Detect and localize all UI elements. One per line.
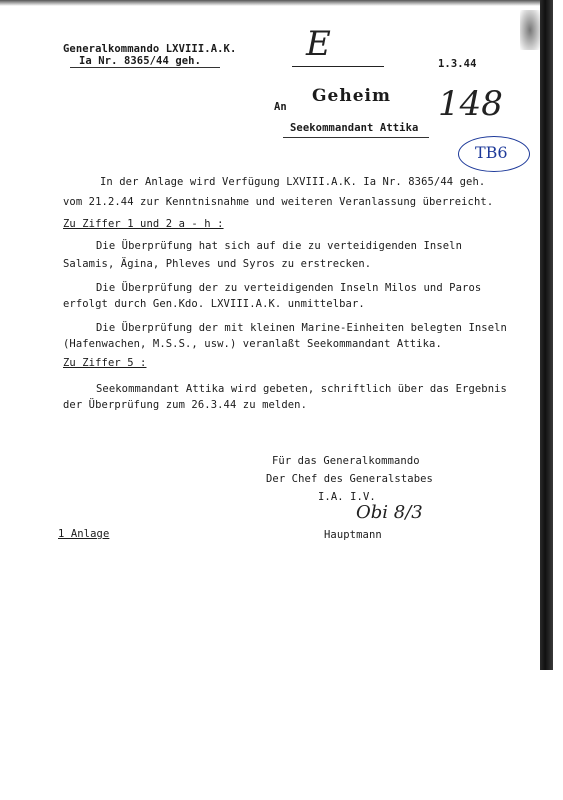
handwritten-letter: E — [306, 24, 331, 64]
scan-smudge — [520, 10, 540, 50]
reference-underline — [70, 67, 220, 68]
section-1-heading: Zu Ziffer 1 und 2 a - h : — [63, 218, 224, 230]
signature-line-3: I.A. I.V. — [318, 491, 376, 503]
handwritten-number: 148 — [438, 84, 503, 124]
paragraph-2-line-1: Die Überprüfung der zu verteidigenden Inseln Milos und Paros — [96, 282, 482, 294]
addressee-underline — [283, 137, 429, 138]
paragraph-4-line-1: Seekommandant Attika wird gebeten, schriftlich über das Ergebnis — [96, 383, 507, 395]
signature-line-2: Der Chef des Generalstabes — [266, 473, 433, 485]
paragraph-4-line-2: der Überprüfung zum 26.3.44 zu melden. — [63, 399, 308, 411]
scan-shadow-right — [540, 0, 553, 670]
circled-mark: TB6 — [458, 136, 530, 172]
intro-line-1: In der Anlage wird Verfügung LXVIII.A.K. Ia Nr. 8365/44 geh. — [100, 176, 486, 188]
paragraph-1-line-1: Die Überprüfung hat sich auf die zu verteidigenden Inseln — [96, 240, 463, 252]
paragraph-3-line-1: Die Überprüfung der mit kleinen Marine-Einheiten belegten Inseln — [96, 322, 507, 334]
addressee-name: Seekommandant Attika — [290, 122, 419, 134]
reference-line: Ia Nr. 8365/44 geh. — [79, 55, 202, 67]
addressee-prefix: An — [274, 101, 287, 113]
handwritten-underline — [292, 66, 384, 67]
paragraph-2-line-2: erfolgt durch Gen.Kdo. LXVIII.A.K. unmittelbar. — [63, 298, 365, 310]
date: 1.3.44 — [438, 58, 477, 70]
classification-stamp: Geheim — [312, 86, 391, 106]
intro-line-2: vom 21.2.44 zur Kenntnisnahme und weiteren Veranlassung überreicht. — [63, 196, 494, 208]
handwritten-signature: Obi 8/3 — [356, 502, 423, 523]
signature-line-1: Für das Generalkommando — [272, 455, 420, 467]
section-2-heading: Zu Ziffer 5 : — [63, 357, 147, 369]
paragraph-3-line-2: (Hafenwachen, M.S.S., usw.) veranlaßt Seekommandant Attika. — [63, 338, 442, 350]
scan-shadow-top — [0, 0, 553, 6]
sender-line: Generalkommando LXVIII.A.K. — [63, 43, 237, 55]
signature-rank: Hauptmann — [324, 529, 382, 541]
enclosure-note: 1 Anlage — [58, 528, 110, 540]
paragraph-1-line-2: Salamis, Ägina, Phleves und Syros zu erstrecken. — [63, 258, 372, 270]
